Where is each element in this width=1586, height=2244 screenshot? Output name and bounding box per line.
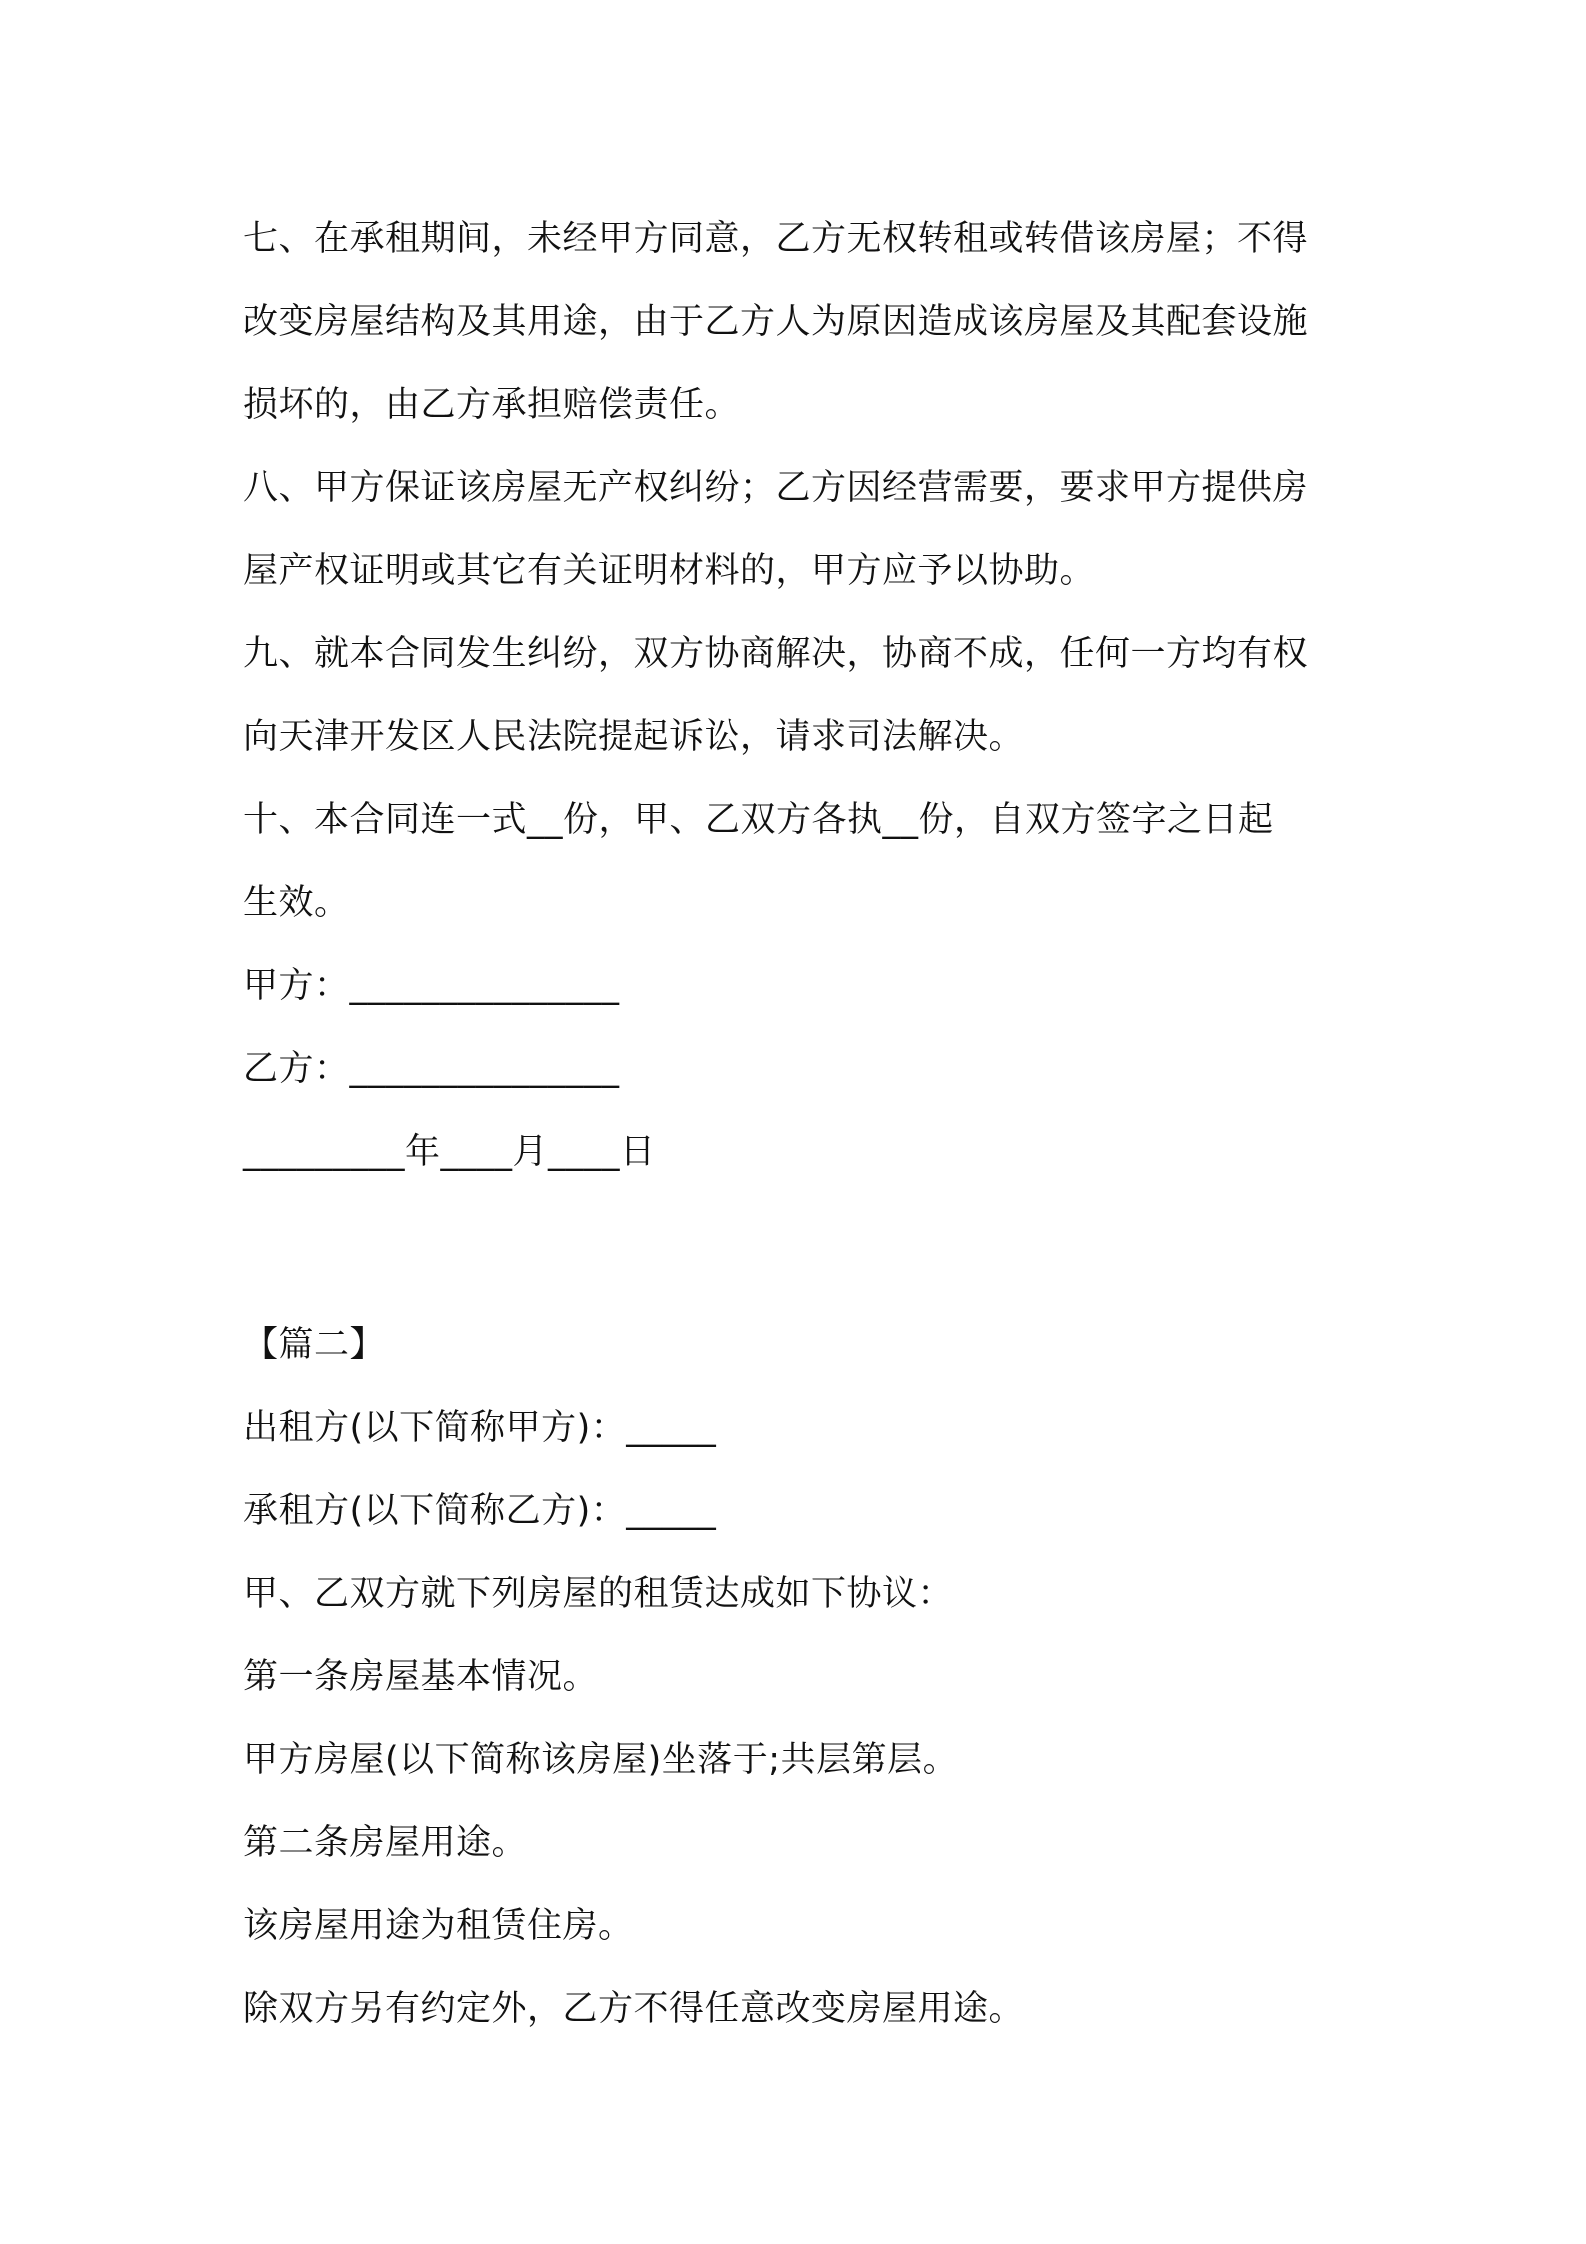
party-a-signature: 甲方：_______________ — [243, 966, 620, 1006]
article-2-note: 除双方另有约定外，乙方不得任意改变房屋用途。 — [243, 1989, 1025, 2029]
party-b-signature: 乙方：_______________ — [243, 1049, 620, 1089]
date-line: _________年____月____日 — [243, 1132, 656, 1172]
clause-9-line-2: 向天津开发区人民法院提起诉讼，请求司法解决。 — [243, 717, 1025, 757]
lessor-line: 出租方(以下简称甲方)：_____ — [243, 1408, 717, 1448]
clause-7-line-3: 损坏的，由乙方承担赔偿责任。 — [243, 385, 741, 425]
lessee-line: 承租方(以下简称乙方)：_____ — [243, 1491, 717, 1531]
clause-7-line-2: 改变房屋结构及其用途，由于乙方人为原因造成该房屋及其配套设施 — [243, 302, 1309, 342]
clause-10-line-2: 生效。 — [243, 883, 350, 923]
article-2-title: 第二条房屋用途。 — [243, 1823, 528, 1863]
article-2-text: 该房屋用途为租赁住房。 — [243, 1906, 634, 1946]
clause-8-line-1: 八、甲方保证该房屋无产权纠纷；乙方因经营需要，要求甲方提供房 — [243, 468, 1309, 508]
section-two-heading: 【篇二】 — [243, 1325, 386, 1365]
article-1-title: 第一条房屋基本情况。 — [243, 1657, 599, 1697]
article-1-text: 甲方房屋(以下简称该房屋)坐落于;共层第层。 — [243, 1740, 959, 1780]
clause-7-line-1: 七、在承租期间，未经甲方同意，乙方无权转租或转借该房屋；不得 — [243, 219, 1309, 259]
document-body — [243, 198, 1353, 2051]
agreement-intro: 甲、乙双方就下列房屋的租赁达成如下协议： — [243, 1574, 954, 1614]
section-gap — [243, 1194, 1353, 1304]
clause-10-line-1: 十、本合同连一式__份，甲、乙双方各执__份，自双方签字之日起 — [243, 800, 1274, 840]
clause-9-line-1: 九、就本合同发生纠纷，双方协商解决，协商不成，任何一方均有权 — [243, 634, 1309, 674]
clause-8-line-2: 屋产权证明或其它有关证明材料的，甲方应予以协助。 — [243, 551, 1096, 591]
